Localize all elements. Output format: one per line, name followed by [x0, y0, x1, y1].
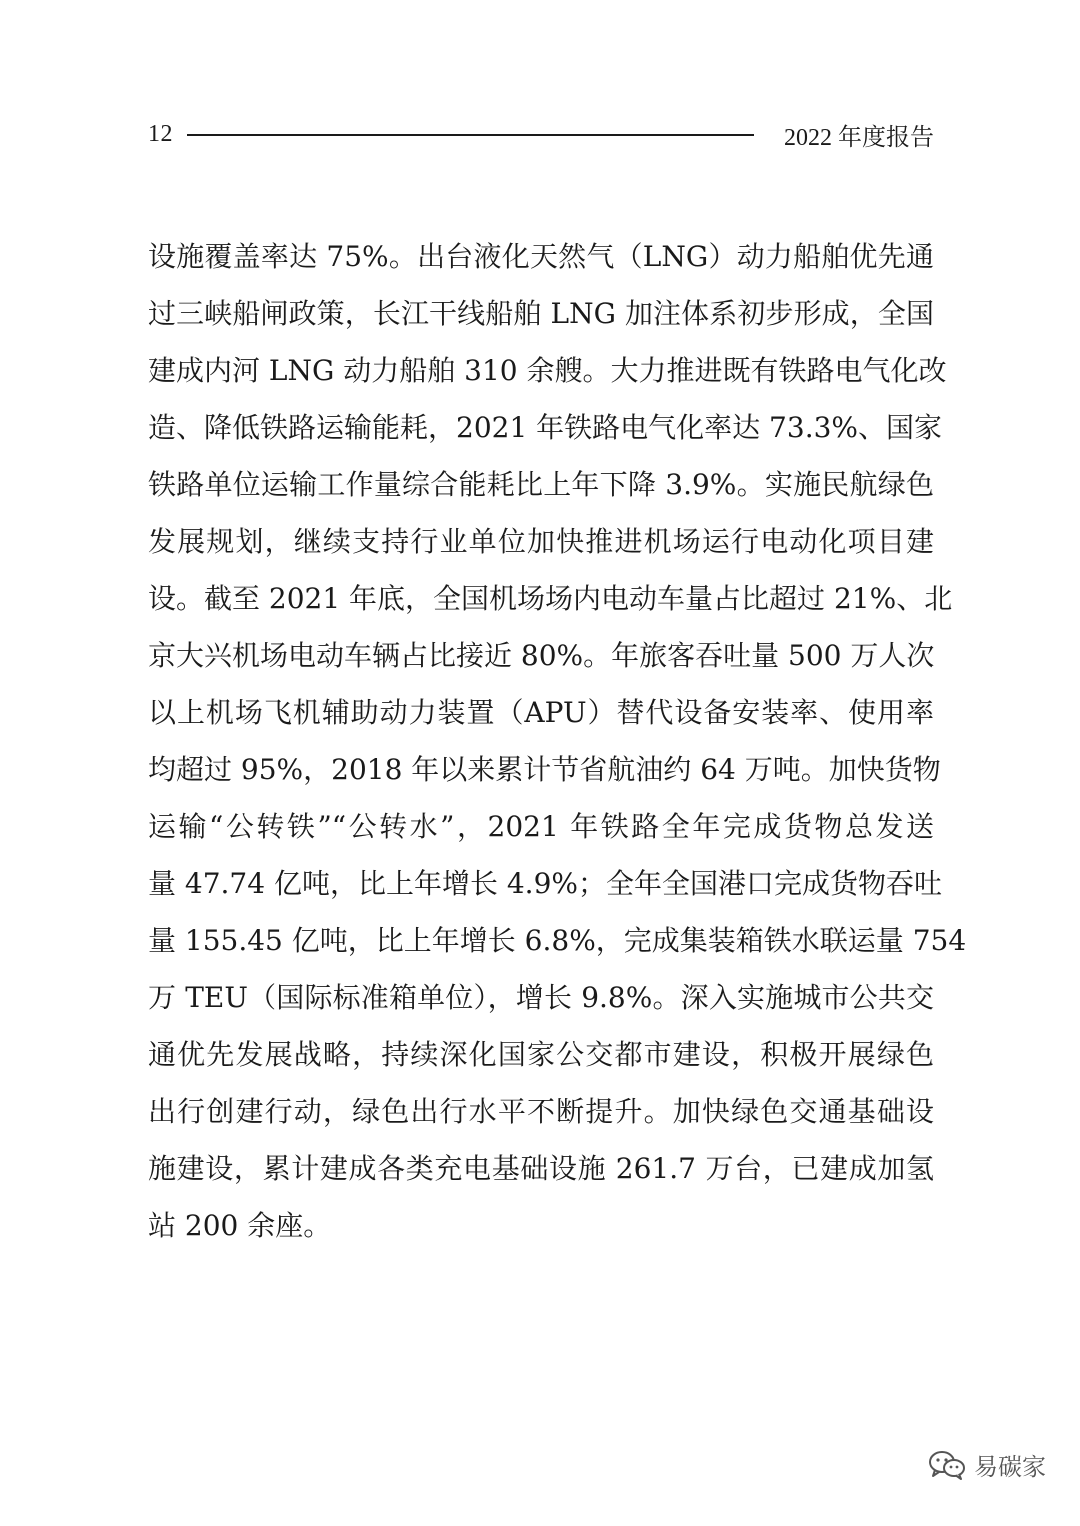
- report-title: 2022 年度报告: [784, 124, 934, 151]
- text-line: 设施覆盖率达 75%。出台液化天然气（LNG）动力船舶优先通: [148, 240, 934, 273]
- body-paragraph: [148, 228, 967, 1254]
- text-line: 量 155.45 亿吨，比上年增长 6.8%，完成集装箱铁水联运量 754: [148, 924, 967, 957]
- text-line: 设。截至 2021 年底，全国机场场内电动车量占比超过 21%、北: [148, 582, 953, 615]
- text-line: 通优先发展战略，持续深化国家公交都市建设，积极开展绿色: [148, 1038, 934, 1071]
- text-line: 出行创建行动，绿色出行水平不断提升。加快绿色交通基础设: [148, 1095, 934, 1128]
- page-header: [148, 116, 934, 152]
- text-line: 铁路单位运输工作量综合能耗比上年下降 3.9%。实施民航绿色: [148, 468, 934, 501]
- header-rule: [187, 134, 754, 136]
- text-line: 施建设，累计建成各类充电基础设施 261.7 万台，已建成加氢: [148, 1152, 934, 1185]
- text-line: 造、降低铁路运输能耗，2021 年铁路电气化率达 73.3%、国家: [148, 411, 943, 444]
- page-number: 12: [148, 120, 173, 147]
- text-line: 建成内河 LNG 动力船舶 310 余艘。大力推进既有铁路电气化改: [148, 354, 947, 387]
- text-line: 站 200 余座。: [148, 1209, 332, 1242]
- wechat-icon: [928, 1450, 966, 1480]
- watermark-text: 易碳家: [974, 1453, 1046, 1481]
- watermark: [928, 1447, 1046, 1482]
- text-line: 发展规划，继续支持行业单位加快推进机场运行电动化项目建: [148, 525, 934, 558]
- text-line: 运输“公转铁”“公转水”，2021 年铁路全年完成货物总发送: [148, 810, 934, 843]
- text-line: 以上机场飞机辅助动力装置（APU）替代设备安装率、使用率: [148, 696, 934, 729]
- text-line: 过三峡船闸政策，长江干线船舶 LNG 加注体系初步形成，全国: [148, 297, 934, 330]
- text-line: 京大兴机场电动车辆占比接近 80%。年旅客吞吐量 500 万人次: [148, 639, 935, 672]
- text-line: 万 TEU（国际标准箱单位），增长 9.8%。深入实施城市公共交: [148, 981, 934, 1014]
- text-line: 量 47.74 亿吨，比上年增长 4.9%；全年全国港口完成货物吞吐: [148, 867, 942, 900]
- text-line: 均超过 95%，2018 年以来累计节省航油约 64 万吨。加快货物: [148, 753, 941, 786]
